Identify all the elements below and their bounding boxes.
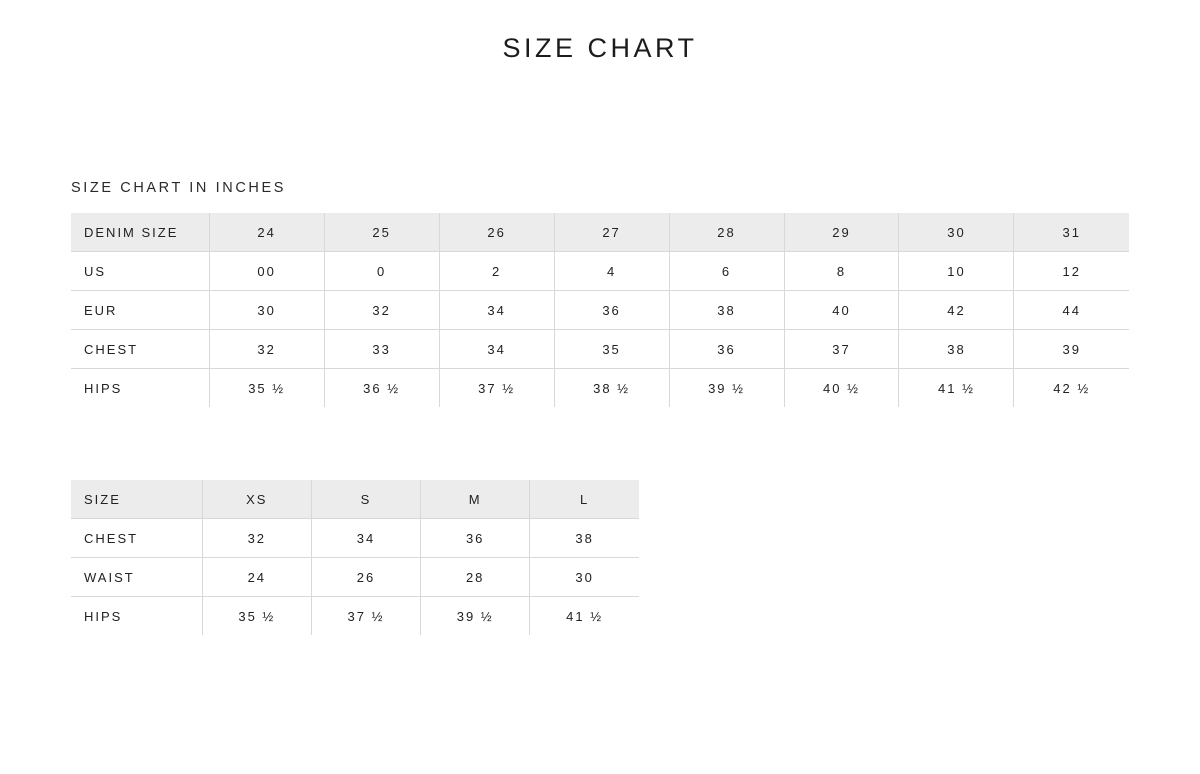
alpha-size-table	[71, 480, 639, 635]
table-row	[71, 519, 639, 558]
denim-size-table	[71, 213, 1129, 407]
column-header: S	[311, 480, 420, 519]
column-header: 24	[209, 213, 324, 252]
column-header: M	[421, 480, 530, 519]
row-label: HIPS	[71, 597, 202, 636]
table-cell: 42 ½	[1053, 380, 1091, 396]
table-cell: 44	[1014, 291, 1129, 330]
size-chart-inches-section	[71, 180, 1129, 407]
table-cell: 39	[1014, 330, 1129, 369]
table-cell: 28	[421, 558, 530, 597]
table-cell: 34	[311, 519, 420, 558]
table-row	[71, 252, 1129, 291]
table-cell: 00	[209, 252, 324, 291]
column-header: 31	[1014, 213, 1129, 252]
column-header: DENIM SIZE	[71, 213, 209, 252]
table-cell: 4	[554, 252, 669, 291]
column-header: SIZE	[71, 480, 202, 519]
column-header: 28	[669, 213, 784, 252]
table-cell: 38 ½	[554, 369, 669, 408]
row-label: CHEST	[71, 519, 202, 558]
table-cell: 34	[439, 330, 554, 369]
row-label: CHEST	[71, 330, 209, 369]
table-cell: 38	[669, 291, 784, 330]
row-label: EUR	[71, 291, 209, 330]
column-header: XS	[202, 480, 311, 519]
table-row	[71, 330, 1129, 369]
table-cell: 0	[324, 252, 439, 291]
row-label: HIPS	[71, 369, 209, 408]
table-cell: 30	[209, 291, 324, 330]
table-cell: 36	[554, 291, 669, 330]
table-cell: 36 ½	[324, 369, 439, 408]
table-cell: 32	[324, 291, 439, 330]
table-row	[71, 597, 639, 636]
table-cell: 33	[324, 330, 439, 369]
table-cell: 36	[421, 519, 530, 558]
table-row	[71, 369, 1129, 408]
table-header-row	[71, 480, 639, 519]
table-cell: 24	[202, 558, 311, 597]
table-row	[71, 291, 1129, 330]
table-cell: 38	[899, 330, 1014, 369]
table-cell: 35 ½	[202, 597, 311, 636]
table-cell: 34	[439, 291, 554, 330]
table-cell: 36	[669, 330, 784, 369]
page-title: SIZE CHART	[502, 33, 698, 63]
table-cell: 37	[784, 330, 899, 369]
column-header: 26	[439, 213, 554, 252]
table-header-row	[71, 213, 1129, 252]
table-cell: 2	[439, 252, 554, 291]
table-cell: 35	[554, 330, 669, 369]
table-cell: 41 ½	[566, 608, 604, 624]
table-cell: 39 ½	[421, 597, 530, 636]
table-cell: 42	[899, 291, 1014, 330]
column-header: 27	[554, 213, 669, 252]
alpha-size-section	[71, 480, 639, 635]
table-cell: 40	[784, 291, 899, 330]
row-label: WAIST	[71, 558, 202, 597]
table-cell: 8	[784, 252, 899, 291]
table-cell: 37 ½	[439, 369, 554, 408]
table-row	[71, 558, 639, 597]
table-cell: 37 ½	[311, 597, 420, 636]
table-cell: 38	[530, 519, 639, 558]
table-cell: 30	[530, 558, 639, 597]
column-header: 30	[899, 213, 1014, 252]
column-header: L	[530, 480, 639, 519]
table-cell: 12	[1014, 252, 1129, 291]
table-cell: 32	[202, 519, 311, 558]
row-label: US	[71, 252, 209, 291]
table-cell: 41 ½	[899, 369, 1014, 408]
column-header: 29	[784, 213, 899, 252]
table-cell: 26	[311, 558, 420, 597]
table-cell: 10	[899, 252, 1014, 291]
table-cell: 35 ½	[209, 369, 324, 408]
table-cell: 40 ½	[784, 369, 899, 408]
column-header: 25	[324, 213, 439, 252]
table-cell: 32	[209, 330, 324, 369]
table-cell: 6	[669, 252, 784, 291]
table-cell: 39 ½	[669, 369, 784, 408]
section-heading-inches: SIZE CHART IN INCHES	[71, 180, 287, 196]
